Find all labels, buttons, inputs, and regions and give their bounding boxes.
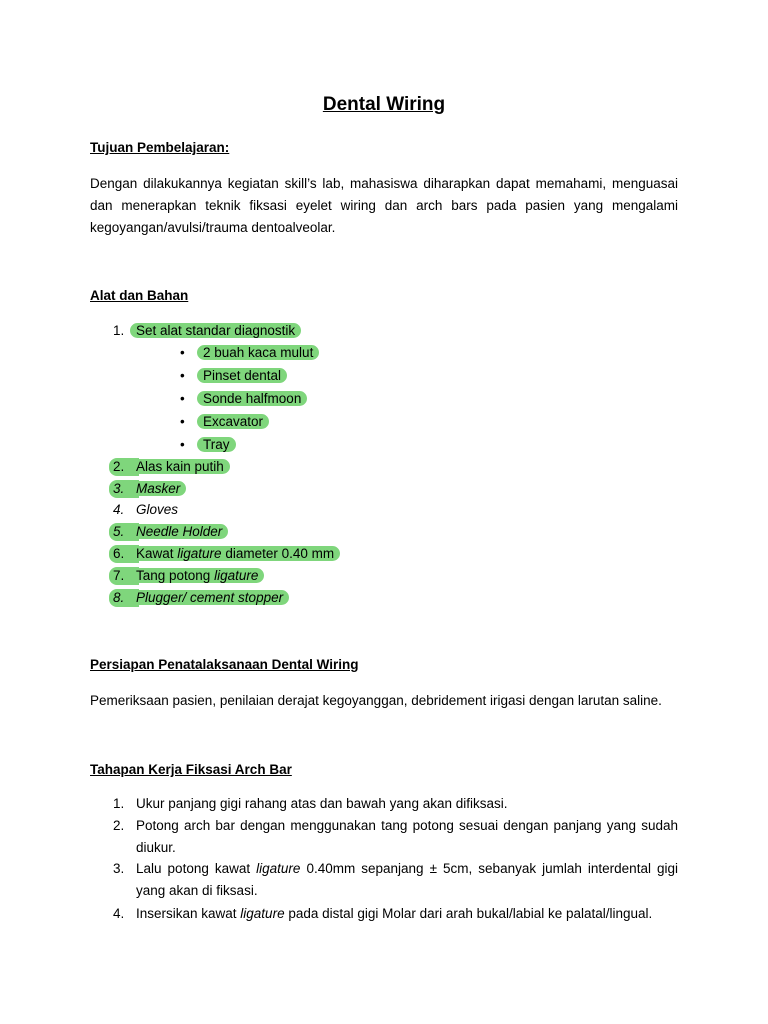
tujuan-heading: Tujuan Pembelajaran:: [90, 140, 230, 155]
list-item: [90, 589, 678, 607]
sub-list-item: [90, 390, 678, 408]
step-text: [136, 793, 678, 815]
text-segment: diameter 0.40 mm: [221, 546, 335, 561]
list-number: 2.: [109, 458, 139, 476]
list-number: 1.: [113, 323, 125, 338]
text-segment: Potong arch bar dengan menggunakan tang potong sesuai dengan panjang yang sudah diukur.: [136, 818, 678, 855]
list-item: [90, 458, 678, 476]
list-item: [90, 567, 678, 585]
step-number: 1.: [113, 796, 125, 811]
step-number: 4.: [113, 906, 125, 921]
italic-term: ligature: [214, 568, 259, 583]
sub-list-item: [90, 367, 678, 385]
text-segment: Kawat: [136, 546, 178, 561]
list-item-text: Set alat standar diagnostik: [130, 323, 301, 338]
step-number: 2.: [113, 818, 125, 833]
italic-term: ligature: [177, 546, 222, 561]
text-segment: Ukur panjang gigi rahang atas dan bawah yang akan difiksasi.: [136, 796, 508, 811]
step-number: 3.: [113, 861, 125, 876]
sub-list-item: [90, 413, 678, 431]
text-segment: 0.40mm sepanjang ± 5cm, sebanyak jumlah interdental gigi yang akan di fiksasi.: [136, 861, 678, 898]
step-text: [136, 815, 678, 859]
bullet-icon: •: [180, 414, 185, 429]
list-item-text: [130, 568, 264, 583]
step-text: [136, 903, 678, 925]
list-number: 5.: [109, 523, 139, 541]
list-item-text: Alas kain putih: [130, 459, 230, 474]
list-item-text: Masker: [130, 481, 186, 496]
bullet-icon: •: [180, 391, 185, 406]
page-title: Dental Wiring: [322, 94, 446, 115]
bullet-icon: •: [180, 437, 185, 452]
bullet-icon: •: [180, 368, 185, 383]
bullet-icon: •: [180, 345, 185, 360]
list-number: 3.: [109, 480, 139, 498]
sub-item-text: Sonde halfmoon: [197, 391, 307, 406]
sub-item-text: 2 buah kaca mulut: [197, 345, 319, 360]
sub-item-text: Pinset dental: [197, 368, 287, 383]
list-number: 6.: [109, 545, 139, 563]
tujuan-paragraph: Dengan dilakukannya kegiatan skill’s lab, mahasiswa diharapkan dapat memahami, menguasai dan menerapkan teknik fiksasi eyelet wiring dan arch bars pada pasien yang mengalami kegoyangan/avulsi/trauma dentoalveolar.: [90, 176, 678, 235]
list-item: [90, 545, 678, 563]
italic-term: ligature: [256, 861, 301, 876]
alat-heading: Alat dan Bahan: [90, 288, 189, 303]
italic-term: ligature: [240, 906, 285, 921]
list-item-text: Plugger/ cement stopper: [130, 590, 289, 605]
list-number: 4.: [113, 502, 125, 517]
tahapan-heading: Tahapan Kerja Fiksasi Arch Bar: [90, 762, 292, 777]
list-item-text: [130, 546, 340, 561]
list-item-text: Needle Holder: [130, 524, 228, 539]
sub-list-item: [90, 344, 678, 362]
text-segment: Tang potong: [136, 568, 215, 583]
persiapan-heading: Persiapan Penatalaksanaan Dental Wiring: [90, 657, 359, 672]
text-segment: pada distal gigi Molar dari arah bukal/labial ke palatal/lingual.: [284, 906, 653, 921]
text-segment: Lalu potong kawat: [136, 861, 257, 876]
step-text: [136, 858, 678, 902]
list-item: [90, 523, 678, 541]
sub-item-text: Excavator: [197, 414, 269, 429]
list-number: 7.: [109, 567, 139, 585]
list-item: [90, 480, 678, 498]
list-item-text: Gloves: [136, 502, 179, 517]
list-number: 8.: [109, 589, 139, 607]
sub-item-text: Tray: [197, 437, 236, 452]
persiapan-paragraph: Pemeriksaan pasien, penilaian derajat kegoyanggan, debridement irigasi dengan larutan saline.: [90, 693, 662, 708]
sub-list-item: [90, 436, 678, 454]
text-segment: Insersikan kawat: [136, 906, 241, 921]
list-item: [90, 501, 678, 519]
list-item: [90, 322, 678, 340]
